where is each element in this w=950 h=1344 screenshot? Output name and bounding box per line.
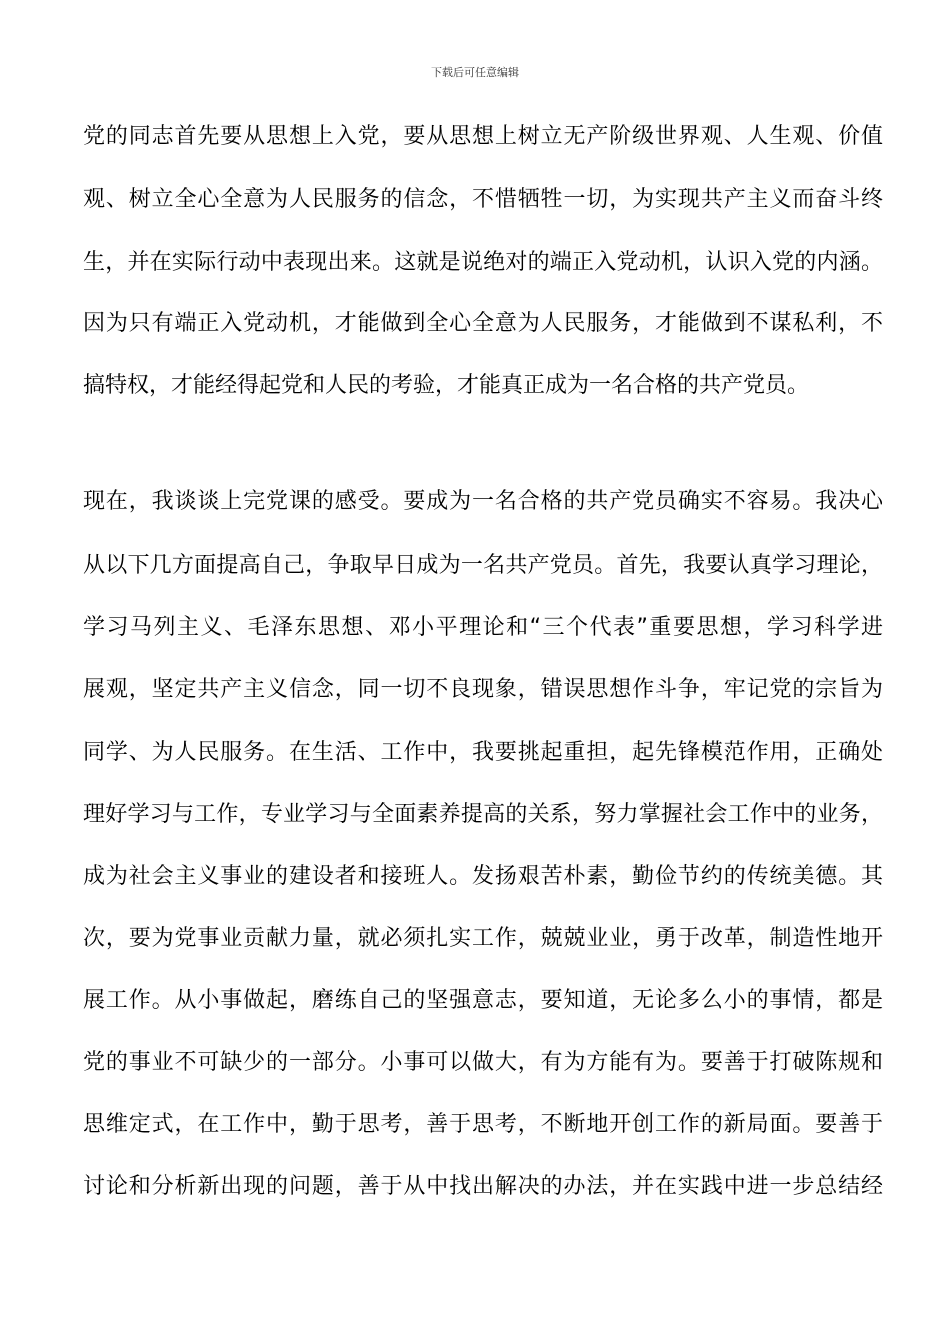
paragraph-line: 讨论和分析新出现的问题，善于从中找出解决的办法，并在实践中进一步总结经 bbox=[83, 1174, 883, 1199]
paragraph-line: 党的事业不可缺少的一部分。小事可以做大，有为方能有为。要善于打破陈规和 bbox=[83, 1050, 883, 1075]
paragraph-line: 学习马列主义、毛泽东思想、邓小平理论和“三个代表”重要思想，学习科学进 bbox=[83, 615, 883, 640]
page-header: 下载后可任意编辑 bbox=[431, 66, 519, 79]
paragraph-line: 展工作。从小事做起，磨练自己的坚强意志，要知道，无论多么小的事情，都是 bbox=[83, 988, 883, 1013]
paragraph-line: 成为社会主义事业的建设者和接班人。发扬艰苦朴素，勤俭节约的传统美德。其 bbox=[83, 864, 883, 889]
paragraph-line: 展观，坚定共产主义信念，同一切不良现象，错误思想作斗争，牢记党的宗旨为 bbox=[83, 677, 883, 702]
paragraph-line: 次，要为党事业贡献力量，就必须扎实工作，兢兢业业，勇于改革，制造性地开 bbox=[83, 926, 883, 951]
paragraph-line: 从以下几方面提高自己，争取早日成为一名共产党员。首先，我要认真学习理论， bbox=[83, 553, 883, 578]
paragraph-line: 思维定式，在工作中，勤于思考，善于思考，不断地开创工作的新局面。要善于 bbox=[83, 1112, 883, 1137]
paragraph-line: 党的同志首先要从思想上入党，要从思想上树立无产阶级世界观、人生观、价值 bbox=[83, 124, 883, 149]
paragraph-line: 理好学习与工作，专业学习与全面素养提高的关系，努力掌握社会工作中的业务， bbox=[83, 802, 883, 827]
paragraph-line: 同学、为人民服务。在生活、工作中，我要挑起重担，起先锋模范作用，正确处 bbox=[83, 740, 883, 765]
paragraph-line: 现在，我谈谈上完党课的感受。要成为一名合格的共产党员确实不容易。我决心 bbox=[83, 489, 883, 514]
paragraph-line: 因为只有端正入党动机，才能做到全心全意为人民服务，才能做到不谋私利，不 bbox=[83, 311, 883, 336]
paragraph-line: 观、树立全心全意为人民服务的信念，不惜牺牲一切，为实现共产主义而奋斗终 bbox=[83, 187, 883, 212]
paragraph-line: 生，并在实际行动中表现出来。这就是说绝对的端正入党动机，认识入党的内涵。 bbox=[83, 250, 883, 275]
paragraph-line: 搞特权，才能经得起党和人民的考验，才能真正成为一名合格的共产党员。 bbox=[83, 373, 810, 398]
